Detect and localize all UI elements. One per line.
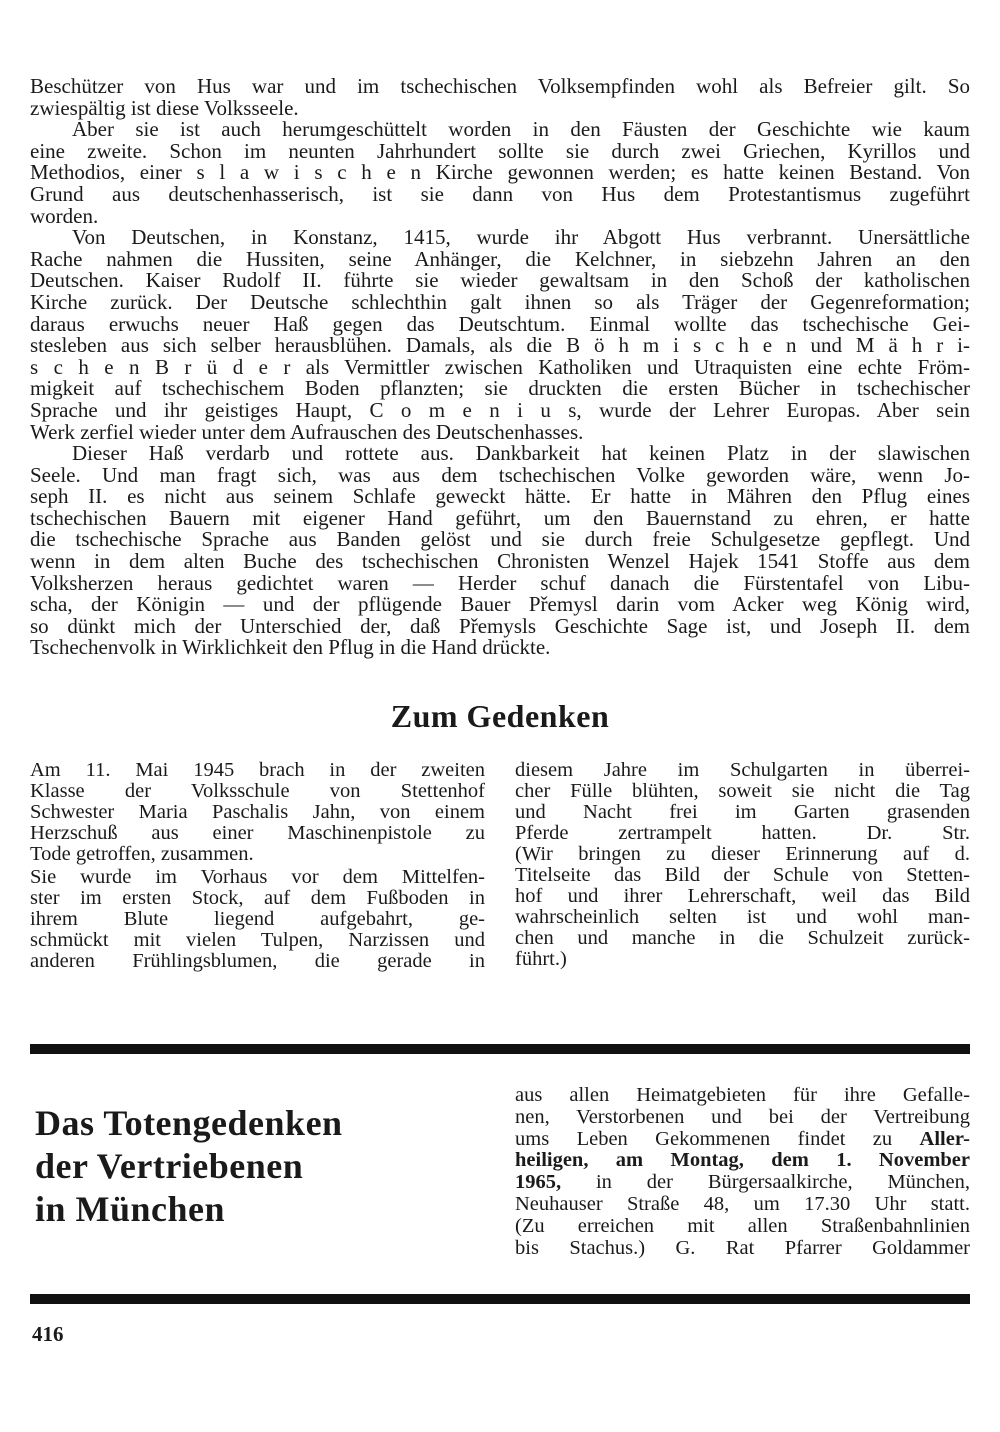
section-title-totengedenken	[35, 1102, 343, 1231]
text-line: tschechischen Bauern mit eigener Hand geführt, um den Bauernstand zu ehren, er hatte	[30, 505, 970, 530]
bold-text: 1965,	[515, 1171, 562, 1194]
article-body	[30, 76, 970, 659]
text-line: Rache nahmen die Hussiten, seine Anhänger, die Kelchner, in siebzehn Jahren an den	[30, 246, 970, 271]
text-line: scha, der Königin — und der pflügende Bauer Přemysl darin vom Acker weg König wird,	[30, 592, 970, 617]
text-segment: Neuhauser Straße 48, um 17.30 Uhr statt.	[515, 1192, 970, 1215]
text-line: eine zweite. Schon im neunten Jahrhundert sollte sie durch zwei Griechen, Kyrillos und	[30, 138, 970, 163]
text-line	[515, 1172, 970, 1194]
text-segment: bis Stachus.) G. Rat Pfarrer Goldammer	[515, 1236, 970, 1259]
text-line: wenn in dem alten Buche des tschechischen Chronisten Wenzel Hajek 1541 Stoffe aus dem	[30, 549, 970, 574]
paragraph	[30, 119, 970, 227]
text-line: hof und ihrer Lehrerschaft, weil das Bild	[515, 885, 970, 907]
text-line: worden.	[30, 203, 99, 228]
text-line: seph II. es nicht aus seinem Schlafe geweckt hätte. Er hatte in Mähren den Pflug eines	[30, 484, 970, 509]
text-line: Pferde zertrampelt hatten. Dr. Str.	[515, 822, 970, 844]
paragraph	[30, 76, 970, 119]
text-line: chen und manche in die Schulzeit zurück-	[515, 927, 970, 949]
bold-text: heiligen, am Montag, dem 1. November	[515, 1149, 970, 1172]
text-line: schmückt mit vielen Tulpen, Narzissen und	[30, 929, 485, 951]
text-line: Seele. Und man fragt sich, was aus dem tschechischen Volke geworden wäre, wenn Jo-	[30, 462, 970, 487]
text-line: Methodios, einer s l a w i s c h e n Kirche gewonnen werden; es hatte keinen Bestand. Von	[30, 160, 970, 185]
title-line: der Vertriebenen	[35, 1146, 304, 1186]
text-line: wahrscheinlich selten ist und wohl man-	[515, 906, 970, 928]
text-line: Titelseite das Bild der Schule von Stetten-	[515, 864, 970, 886]
text-line: migkeit auf tschechischem Boden pflanzten; sie druckten die ersten Bücher in tschechischer	[30, 376, 970, 401]
text-line: daraus erwuchs neuer Haß gegen das Deutschtum. Einmal wollte das tschechische Gei-	[30, 311, 970, 336]
text-line: Sprache und ihr geistiges Haupt, C o m e n i u s, wurde der Lehrer Europas. Aber sein	[30, 397, 970, 422]
gedenken-right-column	[515, 760, 970, 970]
paragraph	[30, 443, 970, 659]
text-line: s c h e n B r ü d e r als Vermittler zwischen Katholiken und Utraquisten eine echte Fröm-	[30, 354, 970, 379]
text-line: Tschechenvolk in Wirklichkeit den Pflug in die Hand drückte.	[30, 635, 551, 660]
text-line: Volksherzen heraus gedichtet waren — Herder schuf danach die Fürstentafel von Libu-	[30, 570, 970, 595]
paragraph	[515, 760, 970, 844]
text-line: stesleben aus sich selber herausblühen. Damals, als die B ö h m i s c h e n und M ä h r i-	[30, 333, 970, 358]
bold-text: Aller-	[919, 1127, 970, 1150]
text-line: Grund aus deutschenhasserisch, ist sie dann von Hus dem Protestantismus zugeführt	[30, 181, 970, 206]
text-line: Am 11. Mai 1945 brach in der zweiten	[30, 759, 485, 781]
text-line: Von Deutschen, in Konstanz, 1415, wurde ihr Abgott Hus verbrannt. Unersättliche	[72, 225, 970, 250]
text-line: cher Fülle blühten, soweit sie nicht die Tag	[515, 780, 970, 802]
text-segment: in der Bürgersaalkirche, München,	[561, 1171, 970, 1194]
text-line: diesem Jahre im Schulgarten in überrei-	[515, 759, 970, 781]
text-line: ster im ersten Stock, auf dem Fußboden in	[30, 887, 485, 909]
paragraph	[30, 867, 485, 972]
paragraph	[515, 1085, 970, 1259]
paragraph	[30, 760, 485, 865]
divider-rule-bottom	[30, 1294, 970, 1304]
divider-rule-top	[30, 1044, 970, 1054]
paragraph	[515, 844, 970, 970]
page-number: 416	[32, 1322, 64, 1346]
text-line: Kirche zurück. Der Deutsche schlechthin galt ihnen so als Träger der Gegenreformation;	[30, 289, 970, 314]
text-segment: (Zu erreichen mit allen Straßenbahnlinien	[515, 1214, 970, 1237]
text-line: und Nacht frei im Garten grasenden	[515, 801, 970, 823]
text-line: Aber sie ist auch herumgeschüttelt worden in den Fäusten der Geschichte wie kaum	[72, 117, 970, 142]
text-segment: aus allen Heimatgebieten für ihre Gefalle-	[515, 1084, 970, 1106]
text-segment: ums Leben Gekommenen findet zu	[515, 1127, 920, 1150]
text-segment: nen, Verstorbenen und bei der Vertreibung	[515, 1105, 970, 1128]
text-line: Sie wurde im Vorhaus vor dem Mittelfen-	[30, 866, 485, 888]
title-line: in München	[35, 1189, 226, 1229]
text-line	[515, 1107, 970, 1129]
text-line: Schwester Maria Paschalis Jahn, von einem	[30, 801, 485, 823]
text-line: ihrem Blute liegend aufgebahrt, ge-	[30, 908, 485, 930]
text-line: anderen Frühlingsblumen, die gerade in	[30, 950, 485, 972]
text-line: Deutschen. Kaiser Rudolf II. führte sie wieder gewaltsam in den Schoß der katholischen	[30, 268, 970, 293]
text-line: (Wir bringen zu dieser Erinnerung auf d.	[515, 843, 970, 865]
text-line	[515, 1238, 970, 1260]
text-line	[515, 1216, 970, 1238]
section-title-zum-gedenken: Zum Gedenken	[390, 698, 610, 734]
text-line: Herzschuß aus einer Maschinenpistole zu	[30, 822, 485, 844]
text-line: Klasse der Volksschule von Stettenhof	[30, 780, 485, 802]
text-line	[515, 1085, 970, 1107]
gedenken-left-column	[30, 760, 485, 972]
text-line: Dieser Haß verdarb und rottete aus. Dankbarkeit hat keinen Platz in der slawischen	[72, 441, 970, 466]
text-line: zwiespältig ist diese Volksseele.	[30, 95, 299, 120]
text-line	[515, 1150, 970, 1172]
text-line: Tode getroffen, zusammen.	[30, 843, 254, 865]
text-line: Beschützer von Hus war und im tschechischen Volksempfinden wohl als Befreier gilt. So	[30, 74, 970, 98]
text-line: führt.)	[515, 948, 567, 970]
text-line: Werk zerfiel wieder unter dem Aufrauschen des Deutschenhasses.	[30, 419, 584, 444]
text-line: die tschechische Sprache aus Banden gelöst und sie durch freie Schulgesetze gepflegt. Und	[30, 527, 970, 552]
text-line	[515, 1194, 970, 1216]
paragraph	[30, 227, 970, 443]
totengedenken-body	[515, 1085, 970, 1259]
title-line: Das Totengedenken	[35, 1103, 343, 1143]
text-line: so dünkt mich der Unterschied der, daß Přemysls Geschichte Sage ist, und Joseph II. dem	[30, 613, 970, 638]
text-line	[515, 1129, 970, 1151]
